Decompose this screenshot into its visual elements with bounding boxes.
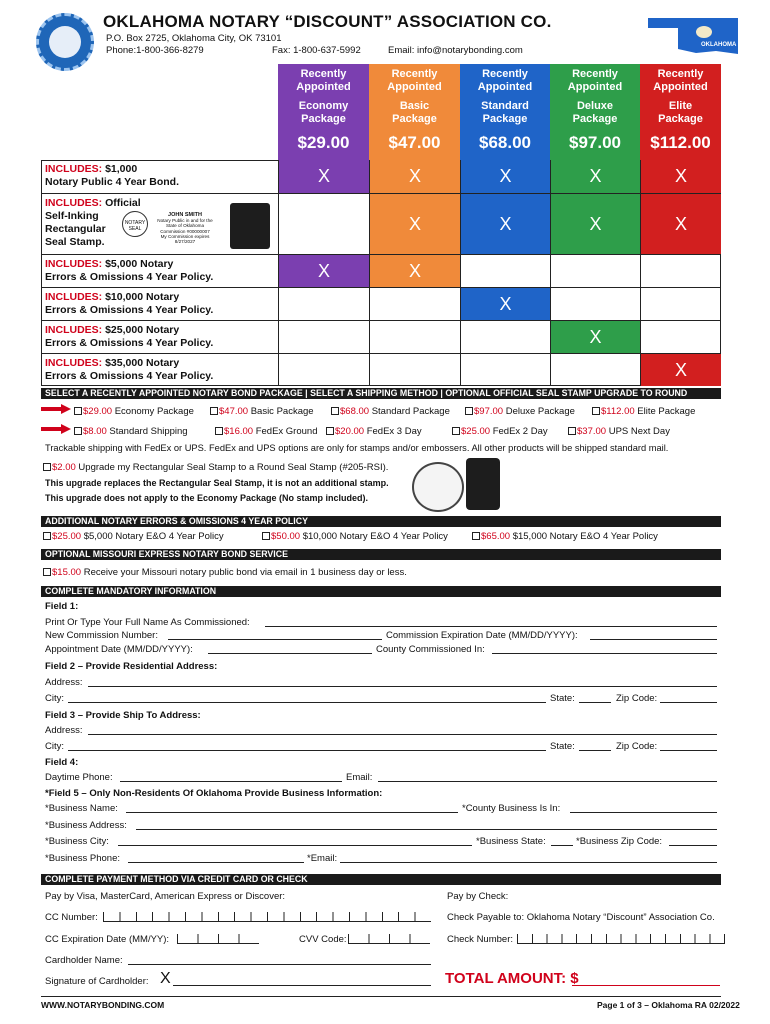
option-label: Deluxe Package [503, 406, 575, 417]
includes-label: INCLUDES: [45, 163, 103, 175]
shipping-option-standard[interactable] [74, 426, 188, 437]
package-header-basic [369, 64, 460, 160]
option-price: $112.00 [601, 406, 635, 417]
row-text: Self-Inking [45, 210, 99, 222]
grid-cell-basic [369, 354, 460, 386]
email-input[interactable] [378, 781, 717, 782]
includes-label: INCLUDES: [45, 197, 103, 209]
upgrade-option[interactable] [43, 462, 388, 473]
shipping-option-ups-next-day[interactable] [568, 426, 670, 437]
grid-cell-economy [278, 321, 369, 353]
grid-cell-elite [640, 354, 721, 386]
county-commissioned-label: County Commissioned In: [376, 644, 485, 655]
row-text: Errors & Omissions 4 Year Policy. [45, 337, 214, 349]
package-header-standard [460, 64, 550, 160]
business-address-input[interactable] [136, 829, 717, 830]
shipping-option-fedex-3day[interactable] [326, 426, 422, 437]
new-commission-label: New Commission Number: [45, 630, 158, 641]
zip-label: Zip Code: [616, 693, 658, 704]
stamp-line: Notary Public in and for the [157, 218, 213, 224]
county-business-label: *County Business Is In: [462, 803, 561, 814]
checkbox[interactable] [331, 407, 339, 415]
grid-cell-standard [460, 354, 550, 386]
included-mark: X [499, 213, 512, 234]
seal-circle: NOTARY SEAL [122, 211, 148, 237]
city-label: City: [45, 741, 64, 752]
row-text: Errors & Omissions 4 Year Policy. [45, 271, 214, 283]
grid-cell-basic [369, 321, 460, 353]
cardholder-name-label: Cardholder Name: [45, 955, 123, 966]
residential-zip-input[interactable] [660, 702, 717, 703]
state-label: OKLAHOMA [701, 42, 737, 48]
option-price: $25.00 [52, 531, 82, 542]
upgrade-note-2: This upgrade does not apply to the Economy Package (No stamp included). [45, 493, 369, 503]
grid-cell-basic [369, 288, 460, 320]
checkbox[interactable] [465, 407, 473, 415]
includes-label: INCLUDES: [45, 258, 103, 270]
option-label: $5,000 Notary E&O 4 Year Policy [81, 531, 224, 542]
package-option-deluxe[interactable] [465, 406, 575, 417]
grid-cell-basic [369, 255, 460, 287]
signature-label: Signature of Cardholder: [45, 976, 149, 987]
included-mark: X [499, 293, 512, 314]
row-text: Rectangular [45, 223, 106, 235]
package-header-economy [278, 64, 369, 160]
checkbox[interactable] [43, 463, 51, 471]
stamp-line: Commission #00000007 [160, 228, 210, 234]
option-price: $16.00 [224, 426, 254, 437]
section-missouri-header: OPTIONAL MISSOURI EXPRESS NOTARY BOND SERVICE [41, 549, 721, 560]
included-mark: X [674, 213, 687, 234]
checkbox[interactable] [568, 427, 576, 435]
business-city-input[interactable] [118, 845, 472, 846]
package-name: Elite [668, 100, 693, 112]
shipping-option-fedex-2day[interactable] [452, 426, 548, 437]
total-amount-input[interactable] [572, 985, 720, 986]
checkbox[interactable] [472, 532, 480, 540]
row-text: Errors & Omissions 4 Year Policy. [45, 370, 214, 382]
option-price: $37.00 [577, 426, 607, 437]
package-price: $97.00 [569, 133, 621, 152]
checkbox[interactable] [262, 532, 270, 540]
email-line: Email: info@notarybonding.com [388, 45, 523, 56]
package-header-elite [640, 64, 721, 160]
package-suffix: Package [301, 113, 346, 125]
checkbox[interactable] [74, 407, 82, 415]
ship-address-input[interactable] [88, 734, 717, 735]
grid-cell-elite [640, 194, 721, 254]
package-suffix: Package [658, 113, 703, 125]
package-price: $112.00 [650, 133, 711, 152]
business-state-input[interactable] [551, 845, 573, 846]
recently-label: Recently [572, 68, 618, 80]
business-phone-input[interactable] [128, 862, 304, 863]
option-price: $68.00 [340, 406, 370, 417]
option-price: $29.00 [83, 406, 113, 417]
checkbox[interactable] [74, 427, 82, 435]
oklahoma-map-icon [646, 16, 738, 56]
check-payable-text: Check Payable to: Oklahoma Notary “Discount” Association Co. [447, 912, 715, 923]
grid-cell-elite [640, 288, 721, 320]
stamp-line: My Commission expires 8/27/2027 [160, 233, 210, 245]
option-price: $20.00 [335, 426, 365, 437]
grid-cell-economy [278, 160, 369, 193]
appointed-label: Appointed [567, 81, 623, 93]
included-mark: X [674, 359, 687, 380]
row-text: $10,000 Notary [102, 291, 180, 303]
option-label: FedEx 3 Day [364, 426, 422, 437]
package-name: Deluxe [576, 100, 614, 112]
grid-cell-standard [460, 160, 550, 193]
check-pay-label: Pay by Check: [447, 891, 509, 902]
package-suffix: Package [392, 113, 437, 125]
checkbox[interactable] [43, 568, 51, 576]
commission-expiration-label: Commission Expiration Date (MM/DD/YYYY): [386, 630, 578, 641]
grid-cell-economy [278, 354, 369, 386]
option-price: $15.00 [52, 567, 82, 578]
stamp-name: JOHN SMITH [168, 212, 202, 218]
checkbox[interactable] [326, 427, 334, 435]
package-option-standard[interactable] [331, 406, 450, 417]
business-zip-label: *Business Zip Code: [576, 836, 663, 847]
missouri-option[interactable] [43, 567, 407, 578]
included-mark: X [674, 166, 687, 186]
grid-cell-elite [640, 321, 721, 353]
row-label-eo-5000 [45, 258, 213, 284]
option-price: $97.00 [474, 406, 504, 417]
option-label: Elite Package [634, 406, 696, 417]
county-business-input[interactable] [570, 812, 717, 813]
option-label: Economy Package [112, 406, 194, 417]
row-text: $35,000 Notary [102, 357, 180, 369]
section-eo-header: ADDITIONAL NOTARY ERRORS & OMISSIONS 4 YEAR POLICY [41, 516, 721, 527]
cc-number-input[interactable] [103, 912, 431, 922]
included-mark: X [317, 166, 330, 186]
package-header-deluxe [550, 64, 640, 160]
shipping-note: Trackable shipping with FedEx or UPS. FedEx and UPS options are only for stamps and/or embossers. All other products will be shipped standard mail. [45, 443, 669, 453]
grid-cell-deluxe [550, 321, 640, 353]
row-label-bond [45, 163, 179, 189]
fax-line: Fax: 1-800-637-5992 [272, 45, 361, 56]
round-stamp-device-icon [466, 458, 500, 510]
recently-label: Recently [300, 68, 347, 80]
included-mark: X [589, 213, 602, 234]
grid-cell-standard [460, 194, 550, 254]
footer-divider [41, 996, 721, 997]
new-commission-input[interactable] [168, 639, 382, 640]
row-label-eo-35000 [45, 357, 213, 383]
package-name: Economy [298, 100, 349, 112]
option-label: Upgrade my Rectangular Seal Stamp to a Round Seal Stamp (#205-RSI). [75, 462, 389, 473]
signature-input[interactable] [173, 985, 431, 986]
includes-label: INCLUDES: [45, 291, 103, 303]
business-name-label: *Business Name: [45, 803, 118, 814]
zip-label: Zip Code: [616, 741, 658, 752]
grid-cell-elite [640, 255, 721, 287]
daytime-phone-input[interactable] [120, 781, 342, 782]
ship-city-input[interactable] [68, 750, 546, 751]
upgrade-note-1: This upgrade replaces the Rectangular Seal Stamp, it is not an additional stamp. [45, 478, 389, 488]
grid-cell-elite [640, 160, 721, 193]
package-name: Standard [481, 100, 529, 112]
check-number-input[interactable] [517, 934, 725, 944]
residential-state-input[interactable] [579, 702, 611, 703]
row-text: $5,000 Notary [102, 258, 174, 270]
option-price: $8.00 [83, 426, 107, 437]
grid-cell-standard [460, 288, 550, 320]
business-address-label: *Business Address: [45, 820, 127, 831]
footer-website: WWW.NOTARYBONDING.COM [41, 1000, 165, 1010]
package-price: $68.00 [479, 133, 531, 152]
package-option-elite[interactable] [592, 406, 695, 417]
business-state-label: *Business State: [476, 836, 546, 847]
option-label: $15,000 Notary E&O 4 Year Policy [510, 531, 658, 542]
business-email-input[interactable] [340, 862, 717, 863]
stamp-sample-image [120, 201, 278, 253]
row-label-eo-10000 [45, 291, 213, 317]
eo-option-10000[interactable] [262, 531, 448, 542]
cvv-input[interactable] [348, 934, 430, 944]
row-text: $1,000 [102, 163, 138, 175]
arrow-right-icon [41, 404, 71, 414]
business-email-label: *Email: [307, 853, 338, 864]
address-line: P.O. Box 2725, Oklahoma City, OK 73101 [106, 33, 282, 44]
residential-address-input[interactable] [88, 686, 717, 687]
included-mark: X [408, 260, 421, 281]
state-label: State: [550, 693, 575, 704]
stamp-device-icon [230, 203, 270, 249]
package-suffix: Package [482, 113, 528, 125]
checkbox[interactable] [452, 427, 460, 435]
page-title: OKLAHOMA NOTARY “DISCOUNT” ASSOCIATION CO. [103, 12, 552, 31]
county-commissioned-input[interactable] [492, 653, 717, 654]
option-price: $47.00 [219, 406, 249, 417]
cc-number-label: CC Number: [45, 912, 98, 923]
ship-state-input[interactable] [579, 750, 611, 751]
address-label: Address: [45, 677, 83, 688]
option-label: Standard Shipping [106, 426, 188, 437]
round-seal-icon [412, 462, 464, 512]
field-1-heading: Field 1: [45, 601, 79, 612]
appointment-date-input[interactable] [208, 653, 372, 654]
appointment-date-label: Appointment Date (MM/DD/YYYY): [45, 644, 193, 655]
ship-zip-input[interactable] [660, 750, 717, 751]
option-label: Standard Package [369, 406, 450, 417]
package-price: $29.00 [297, 133, 350, 152]
section-select-header: SELECT A RECENTLY APPOINTED NOTARY BOND PACKAGE | SELECT A SHIPPING METHOD | OPTIONAL OFFICIAL SEAL STAMP UPGRADE TO ROUND [41, 388, 721, 399]
daytime-phone-label: Daytime Phone: [45, 772, 113, 783]
full-name-label: Print Or Type Your Full Name As Commissioned: [45, 617, 250, 628]
cc-expiration-input[interactable] [177, 934, 259, 944]
residential-city-input[interactable] [68, 702, 546, 703]
cc-expiration-label: CC Expiration Date (MM/YY): [45, 934, 170, 945]
arrow-right-icon [41, 424, 71, 434]
association-seal-logo [36, 13, 94, 71]
check-number-label: Check Number: [447, 934, 513, 945]
option-label: FedEx Ground [253, 426, 318, 437]
package-option-basic[interactable] [210, 406, 314, 417]
email-label: Email: [346, 772, 373, 783]
appointed-label: Appointed [387, 81, 442, 93]
option-label: FedEx 2 Day [490, 426, 548, 437]
recently-label: Recently [482, 68, 528, 80]
row-text: Official [102, 197, 141, 209]
checkbox[interactable] [43, 532, 51, 540]
included-mark: X [408, 166, 421, 186]
grid-cell-standard [460, 321, 550, 353]
included-mark: X [589, 326, 602, 347]
checkbox[interactable] [210, 407, 218, 415]
business-phone-label: *Business Phone: [45, 853, 120, 864]
grid-cell-deluxe [550, 255, 640, 287]
package-name: Basic [399, 100, 430, 112]
row-label-eo-25000 [45, 324, 213, 350]
business-zip-input[interactable] [669, 845, 717, 846]
checkbox[interactable] [592, 407, 600, 415]
package-option-economy[interactable] [74, 406, 194, 417]
appointed-label: Appointed [653, 81, 708, 93]
grid-cell-deluxe [550, 194, 640, 254]
cvv-label: CVV Code: [299, 934, 347, 945]
recently-label: Recently [657, 68, 704, 80]
included-mark: X [499, 166, 512, 186]
grid-cell-deluxe [550, 354, 640, 386]
included-mark: X [589, 166, 602, 186]
appointed-label: Appointed [477, 81, 533, 93]
shipping-option-fedex-ground[interactable] [215, 426, 317, 437]
section-info-header: COMPLETE MANDATORY INFORMATION [41, 586, 721, 597]
option-price: $25.00 [461, 426, 491, 437]
business-city-label: *Business City: [45, 836, 109, 847]
eo-option-5000[interactable] [43, 531, 224, 542]
card-pay-label: Pay by Visa, MasterCard, American Express or Discover: [45, 891, 286, 902]
appointed-label: Appointed [296, 81, 351, 93]
grid-cell-economy [278, 255, 369, 287]
option-label: $10,000 Notary E&O 4 Year Policy [300, 531, 448, 542]
package-price: $47.00 [388, 133, 441, 152]
business-name-input[interactable] [126, 812, 458, 813]
full-name-input[interactable] [265, 626, 717, 627]
grid-cell-basic [369, 160, 460, 193]
package-suffix: Package [572, 113, 618, 125]
cardholder-name-input[interactable] [128, 964, 431, 965]
total-amount-label: TOTAL AMOUNT: $ [445, 970, 579, 987]
eo-option-15000[interactable] [472, 531, 658, 542]
city-label: City: [45, 693, 64, 704]
row-text: Seal Stamp. [45, 236, 105, 248]
option-label: UPS Next Day [606, 426, 670, 437]
row-text: Errors & Omissions 4 Year Policy. [45, 304, 214, 316]
option-price: $65.00 [481, 531, 511, 542]
signature-x-mark: X [160, 970, 171, 987]
grid-cell-economy [278, 288, 369, 320]
option-price: $50.00 [271, 531, 301, 542]
row-text: Notary Public 4 Year Bond. [45, 176, 180, 188]
address-label: Address: [45, 725, 83, 736]
option-label: Receive your Missouri notary public bond via email in 1 business day or less. [81, 567, 407, 578]
eagle-icon [49, 26, 81, 58]
field-5-heading: *Field 5 – Only Non-Residents Of Oklahoma Provide Business Information: [45, 788, 383, 799]
grid-cell-basic [369, 194, 460, 254]
field-4-heading: Field 4: [45, 757, 79, 768]
field-3-heading: Field 3 – Provide Ship To Address: [45, 710, 201, 721]
includes-label: INCLUDES: [45, 357, 103, 369]
includes-label: INCLUDES: [45, 324, 103, 336]
stamp-text-block [152, 213, 218, 244]
section-payment-header: COMPLETE PAYMENT METHOD VIA CREDIT CARD OR CHECK [41, 874, 721, 885]
field-2-heading: Field 2 – Provide Residential Address: [45, 661, 218, 672]
grid-cell-deluxe [550, 288, 640, 320]
footer-page-info: Page 1 of 3 – Oklahoma RA 02/2022 [597, 1000, 740, 1010]
included-mark: X [317, 260, 330, 281]
grid-cell-standard [460, 255, 550, 287]
grid-cell-economy [278, 194, 369, 254]
checkbox[interactable] [215, 427, 223, 435]
stamp-line: State of Oklahoma [165, 223, 205, 229]
grid-cell-deluxe [550, 160, 640, 193]
recently-label: Recently [391, 68, 438, 80]
row-text: $25,000 Notary [102, 324, 180, 336]
phone-line: Phone:1-800-366-8279 [106, 45, 204, 56]
option-label: Basic Package [248, 406, 314, 417]
state-label: State: [550, 741, 575, 752]
commission-expiration-input[interactable] [590, 639, 717, 640]
option-price: $2.00 [52, 462, 76, 473]
included-mark: X [408, 213, 421, 234]
